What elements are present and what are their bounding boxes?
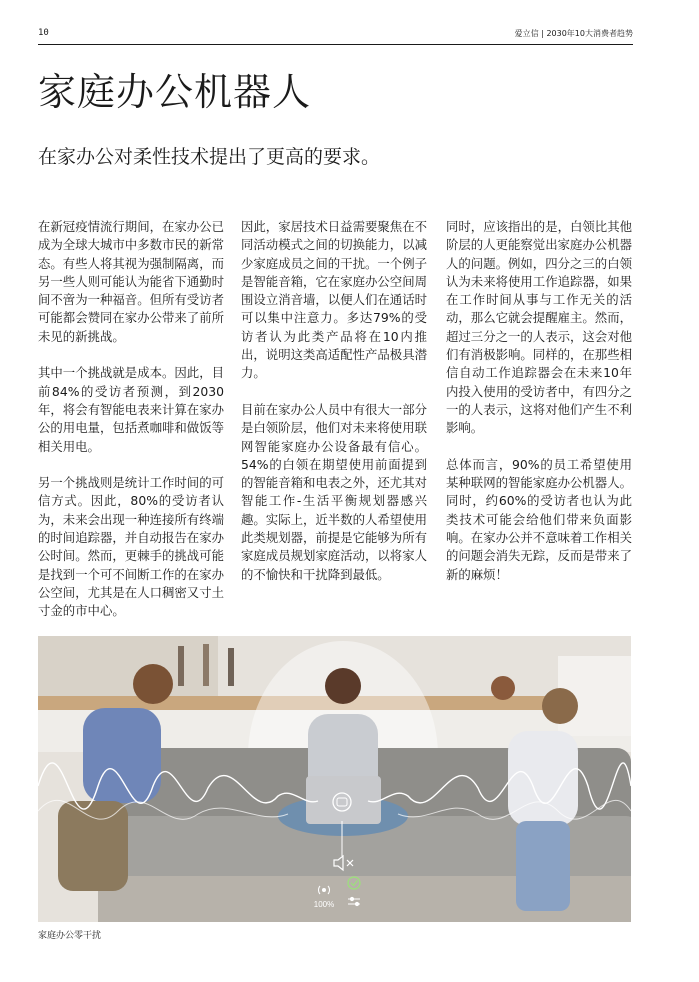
paragraph: 同时，应该指出的是，白领比其他阶层的人更能察觉出家庭办公机器人的问题。例如，四分之三的白领认为未来将使用工作追踪器，如果在工作时间从事与工作无关的活动，那么它就会提醒雇主。然而，超过三分之一的人表示，这会对他们有消极影响。同样的，在那些相信自动工作追踪器会在未来10年内投入使用的受访者中，有四分之一的人表示，这将对他们产生不利影响。 (446, 219, 632, 436)
girl-shirt (508, 731, 578, 826)
page-subtitle: 在家办公对柔性技术提出了更高的要求。 (38, 146, 381, 168)
page-number: 10 (38, 28, 49, 38)
running-title: 爱立信 | 2030年10大消费者趋势 (514, 29, 633, 38)
volume-label: 100% (313, 900, 335, 909)
text-column-3 (446, 218, 632, 602)
photo-caption: 家庭办公零干扰 (38, 931, 102, 941)
paragraph: 目前在家办公人员中有很大一部分是白领阶层，他们对未来将使用联网智能家庭办公设备最有信心。54%的白领在期望使用前面提到的智能音箱和电表之外，还尤其对智能工作-生活平衡规划器感兴趣。实际上，近半数的人希望使用此类规划器，前提是它能够为所有家庭成员规划家庭活动，以将家人的不愉快和干扰降到最低。 (241, 401, 427, 582)
utensil (178, 646, 184, 686)
paragraph: 在新冠疫情流行期间，在家办公已成为全球大城市中多数市民的新常态。有些人将其视为强制隔离，而另一些人则可能认为能省下通勤时间不啻为一种福音。但所有受访者可能都会赞同在家办公带来了前所未见的新挑战。 (38, 219, 224, 344)
utensil (203, 644, 209, 686)
paragraph: 另一个挑战则是统计工作时间的可信方式。因此，80%的受访者认为，未来会出现一种连接所有终端的时间追踪器，并自动报告在家办公时间。然而，更棘手的挑战可能是找到一个可不间断工作的在家办公空间，尤其是在人口稠密又寸土寸金的市中心。 (38, 475, 224, 619)
kitchen-backsplash (38, 636, 218, 706)
woman-head (325, 668, 361, 704)
page-title: 家庭办公机器人 (38, 70, 312, 114)
text-column-2 (241, 218, 427, 602)
paragraph: 总体而言，90%的员工希望使用某种联网的智能家庭办公机器人。同时，约60%的受访者也认为此类技术可能会给他们带来负面影响。在家办公并不意味着工作相关的问题会消失无踪，反而是带来了新的麻烦！ (446, 456, 632, 582)
child-shorts (58, 801, 128, 891)
child-shirt (83, 708, 161, 803)
text-column-1 (38, 218, 224, 639)
paragraph: 因此，家居技术日益需要聚焦在不同活动模式之间的切换能力，以减少家庭成员之间的干扰。一个例子是智能音箱，它在家庭办公空间周围设立消音墙，以便人们在通话时可以集中注意力。多达79%的受访者认为此类产品将在10内推出，说明这类高适配性产品极具潜力。 (241, 219, 427, 381)
laptop (306, 776, 381, 824)
girl-head (542, 688, 578, 724)
header-rule (38, 44, 633, 45)
paragraph: 其中一个挑战就是成本。因此，目前84%的受访者预测，到2030年，将会有智能电表来计算在家办公的用电量，包括煮咖啡和做饭等相关用电。 (38, 365, 224, 454)
child-head (133, 664, 173, 704)
utensil (228, 648, 234, 686)
kettle (491, 676, 515, 700)
page-header (38, 26, 633, 42)
home-office-photo (38, 636, 631, 922)
girl-jeans (516, 821, 570, 911)
